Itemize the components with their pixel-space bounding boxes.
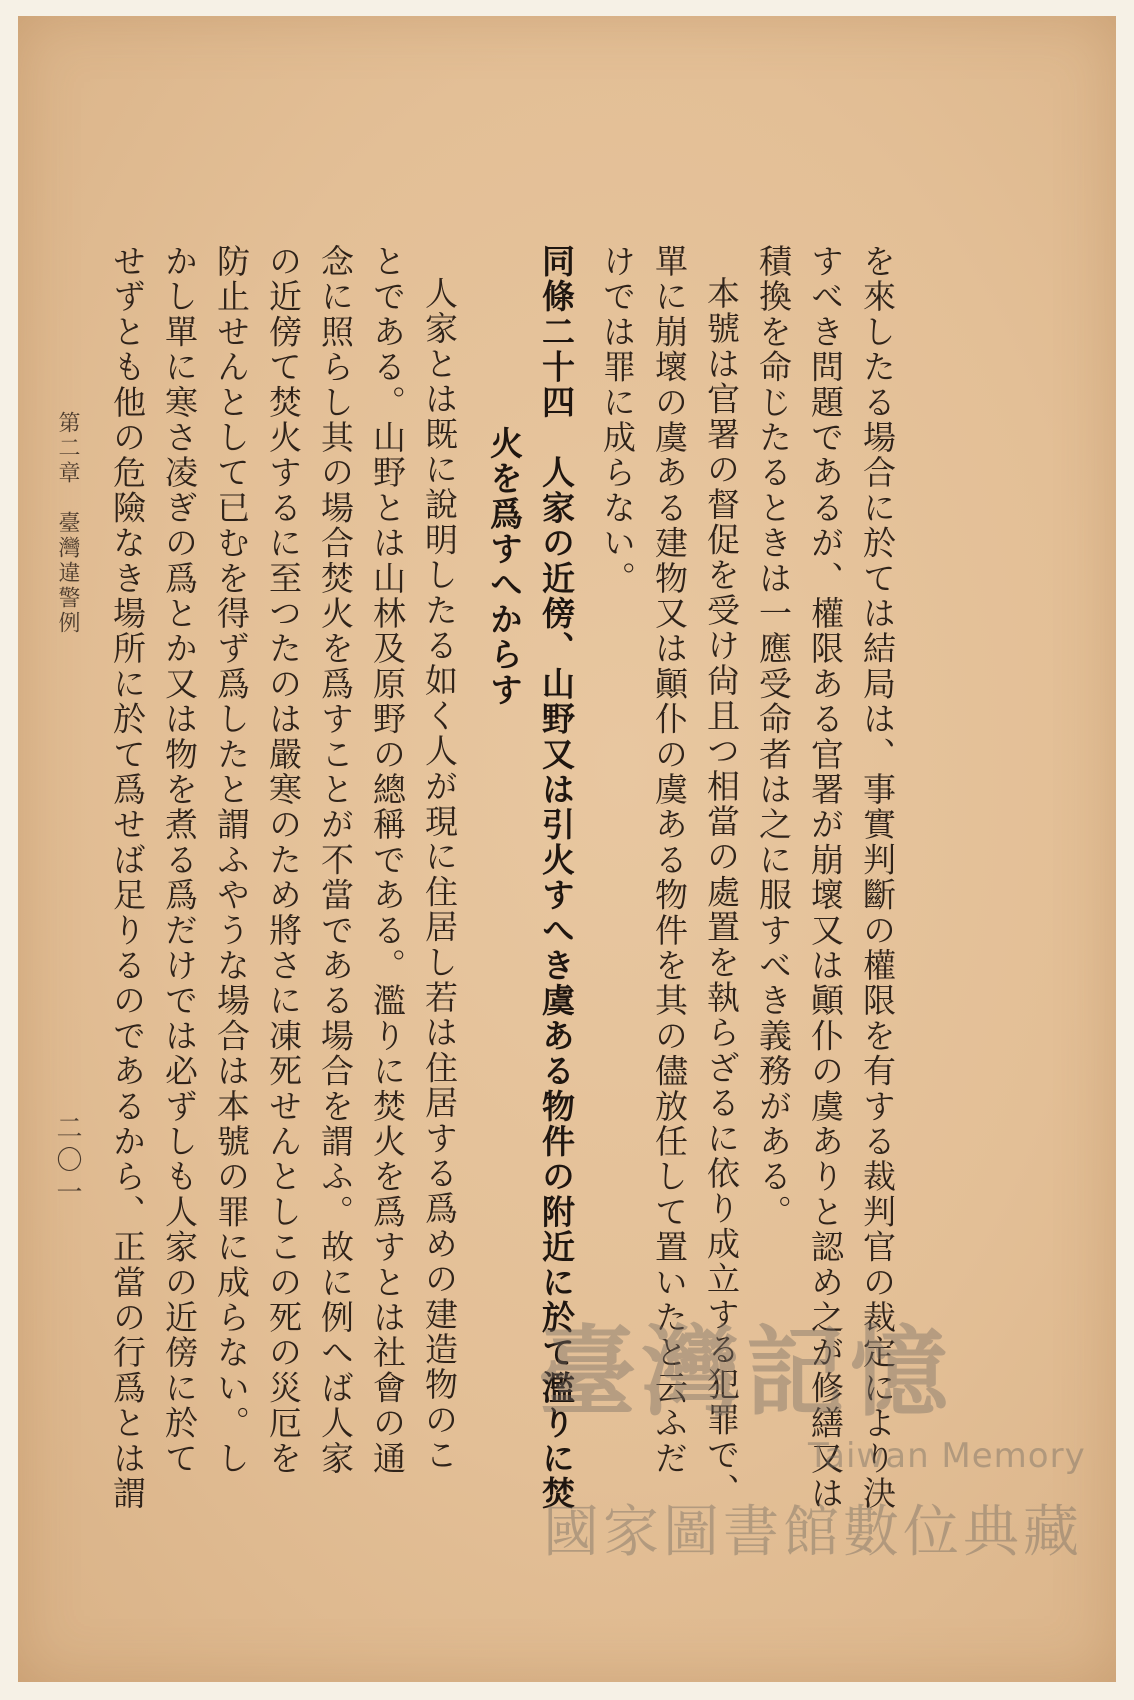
text-column-15: せずとも他の危險なき場所に於て爲せば足りるのであるから、正當の行爲とは謂 xyxy=(108,244,147,1512)
text-column-6: けでは罪に成らない。 xyxy=(598,244,637,596)
watermark-english: Taiwan Memory xyxy=(808,1436,1086,1476)
article-heading-column-1: 同條二十四 人家の近傍、山野又は引火すへき虞ある物件の附近に於て濫りに焚 xyxy=(537,244,576,1512)
text-column-4: 本號は官署の督促を受け尙且つ相當の處置を執らざるに依り成立する犯罪で、 xyxy=(702,276,741,1508)
text-column-1: を來したる場合に於ては結局は、事實判斷の權限を有する裁判官の裁定により決 xyxy=(858,244,897,1512)
text-column-10: とである。山野とは山林及原野の總稱である。濫りに焚火を爲すとは社會の通 xyxy=(368,244,407,1476)
page-number: 二〇一 xyxy=(52,1114,82,1210)
book-page xyxy=(18,16,1116,1682)
text-column-9: 人家とは既に說明したる如く人が現に住居し若は住居する爲めの建造物のこ xyxy=(420,276,459,1473)
text-column-14: かし單に寒さ凌ぎの爲とか又は物を煮る爲だけでは必ずしも人家の近傍に於て xyxy=(160,244,199,1476)
text-column-5: 單に崩壞の虞ある建物又は顚仆の虞ある物件を其の儘放任して置いたと云ふだ xyxy=(650,244,689,1476)
text-column-11: 念に照らし其の場合焚火を爲すことが不當である場合を謂ふ。故に例へば人家 xyxy=(316,244,355,1476)
watermark-logo: 臺灣記憶 xyxy=(538,1315,955,1430)
watermark-chinese: 國家圖書館數位典藏 xyxy=(543,1500,1083,1565)
text-column-3: 積換を命じたるときは一應受命者は之に服すべき義務がある。 xyxy=(754,244,793,1230)
text-column-13: 防止せんとして已むを得ず爲したと謂ふやうな場合は本號の罪に成らない。し xyxy=(212,244,251,1476)
article-heading-column-2: 火を爲すへからす xyxy=(485,426,524,708)
text-column-12: の近傍て焚火するに至つたのは嚴寒のため將さに凍死せんとしこの死の災厄を xyxy=(264,244,303,1476)
chapter-footer: 第二章 臺灣違警例 xyxy=(55,411,80,636)
text-column-2: すべき問題であるが、權限ある官署が崩壞又は顚仆の虞ありと認め之が修繕又は xyxy=(806,244,845,1512)
